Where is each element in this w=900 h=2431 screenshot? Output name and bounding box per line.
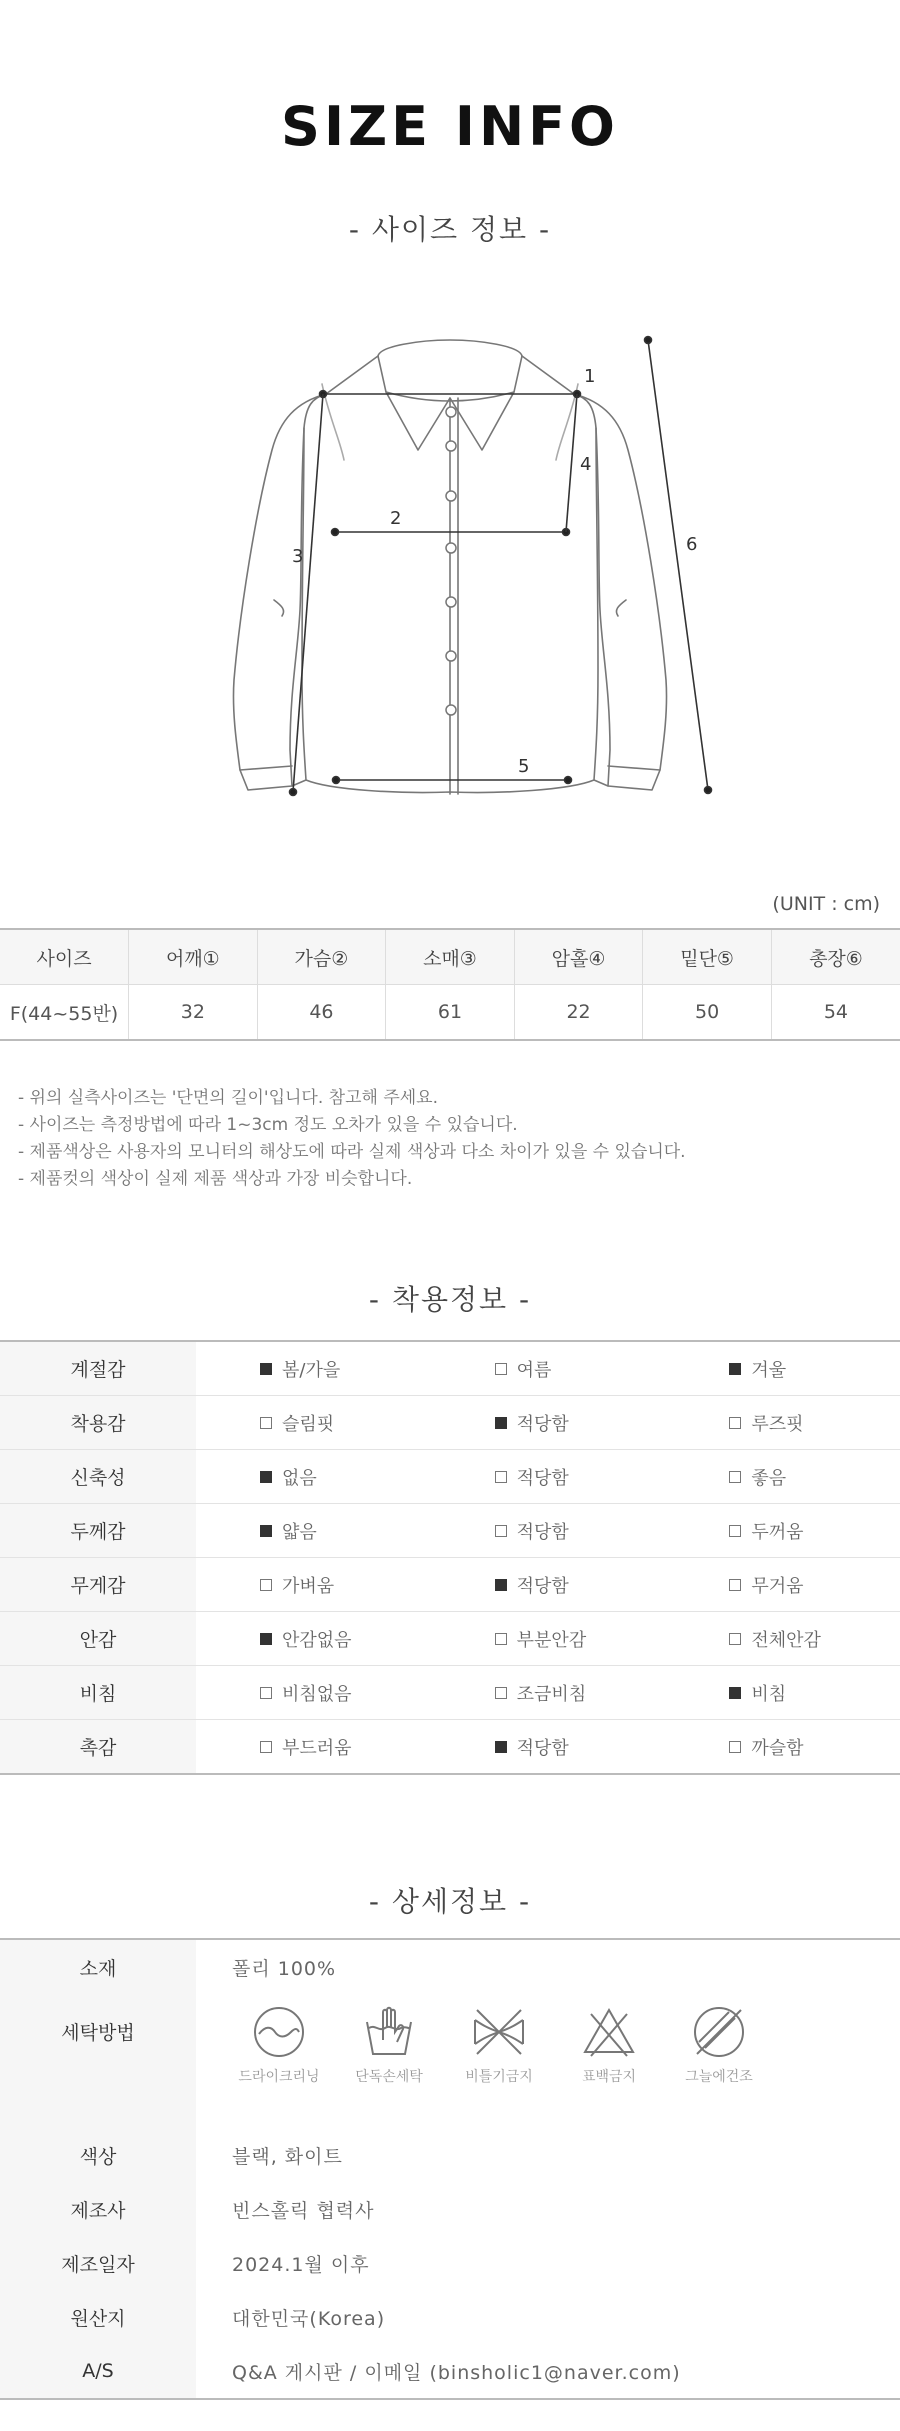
hand-wash-icon <box>361 2004 417 2060</box>
unchecked-box-icon <box>729 1633 741 1645</box>
shirt-buttons <box>446 407 456 715</box>
unchecked-box-icon <box>260 1741 272 1753</box>
fit-row <box>0 1450 900 1504</box>
size-cell: 32 <box>129 985 258 1041</box>
fit-option-label: 적당함 <box>516 1413 569 1435</box>
shirt-measurement-diagram <box>0 310 900 810</box>
detail-value: 블랙, 화이트 <box>232 2145 343 2168</box>
fit-row <box>0 1666 900 1720</box>
fit-option <box>196 1612 431 1666</box>
fit-option-label: 부분안감 <box>516 1629 587 1651</box>
fit-option-label: 적당함 <box>516 1737 569 1759</box>
fit-info-subtitle: - 착용정보 - <box>368 1283 532 1316</box>
fit-row <box>0 1396 900 1450</box>
checked-box-icon <box>495 1741 507 1753</box>
fit-row <box>0 1341 900 1396</box>
unchecked-box-icon <box>495 1633 507 1645</box>
unchecked-box-icon <box>260 1579 272 1591</box>
fit-option <box>431 1558 666 1612</box>
fit-option-label: 여름 <box>516 1359 552 1381</box>
fit-option-label: 좋음 <box>751 1467 787 1489</box>
note-item: - 제품컷의 색상이 실제 제품 색상과 가장 비슷합니다. <box>18 1169 413 1189</box>
size-table <box>0 928 900 1041</box>
detail-label: 세탁방법 <box>0 1994 196 2128</box>
checked-box-icon <box>729 1687 741 1699</box>
wash-item: 단독손세탁 <box>334 2004 444 2086</box>
label-6: 6 <box>686 534 698 555</box>
size-cell: F(44~55반) <box>0 985 129 1041</box>
detail-value: 2024.1월 이후 <box>232 2253 370 2276</box>
no-bleach-icon <box>581 2004 637 2060</box>
fit-option-label: 부드러움 <box>282 1737 352 1759</box>
unchecked-box-icon <box>729 1417 741 1429</box>
fit-option <box>665 1558 900 1612</box>
label-2: 2 <box>390 508 402 529</box>
fit-option <box>665 1504 900 1558</box>
fit-row-label: 착용감 <box>0 1396 196 1450</box>
size-cell: 22 <box>514 985 643 1041</box>
fit-row-label: 비침 <box>0 1666 196 1720</box>
header-cell: 사이즈 <box>0 929 129 985</box>
fit-row <box>0 1720 900 1775</box>
detail-label: A/S <box>0 2344 196 2399</box>
fit-option-label: 조금비침 <box>516 1683 587 1705</box>
fit-option-label: 비침없음 <box>282 1683 352 1705</box>
detail-row-wash <box>0 1994 900 2128</box>
unchecked-box-icon <box>729 1525 741 1537</box>
detail-row-as <box>0 2344 900 2399</box>
unit-label: (UNIT : cm) <box>772 893 880 915</box>
fit-option <box>196 1720 431 1775</box>
detail-label: 제조사 <box>0 2182 196 2236</box>
unchecked-box-icon <box>495 1525 507 1537</box>
fit-option <box>196 1504 431 1558</box>
label-4: 4 <box>580 454 592 475</box>
note-item: - 사이즈는 측정방법에 따라 1~3cm 정도 오차가 있을 수 있습니다. <box>18 1115 518 1135</box>
size-cell: 61 <box>386 985 515 1041</box>
fit-option <box>665 1396 900 1450</box>
length-line <box>648 340 708 790</box>
fit-option-label: 없음 <box>282 1467 317 1489</box>
fit-option <box>431 1720 666 1775</box>
wash-item: 비틀기금지 <box>444 2004 554 2086</box>
wash-item: 드라이크리닝 <box>224 2004 334 2086</box>
detail-value: 대한민국(Korea) <box>232 2307 386 2330</box>
wash-item: 그늘에건조 <box>664 2004 774 2086</box>
header-cell: 총장⑥ <box>771 929 900 985</box>
fit-option <box>431 1341 666 1396</box>
header-cell: 가슴② <box>257 929 386 985</box>
fit-option-label: 가벼움 <box>282 1575 335 1597</box>
unchecked-box-icon <box>729 1741 741 1753</box>
unchecked-box-icon <box>729 1579 741 1591</box>
fit-option <box>665 1666 900 1720</box>
fit-option <box>665 1612 900 1666</box>
size-table-header <box>0 929 900 985</box>
fit-option <box>196 1396 431 1450</box>
page-title: SIZE INFO <box>281 95 619 158</box>
fit-row-label: 계절감 <box>0 1341 196 1396</box>
fit-option-label: 적당함 <box>516 1575 569 1597</box>
unchecked-box-icon <box>260 1417 272 1429</box>
checked-box-icon <box>260 1363 272 1375</box>
header-cell: 소매③ <box>386 929 515 985</box>
unchecked-box-icon <box>495 1687 507 1699</box>
fit-option-label: 겨울 <box>751 1359 787 1381</box>
note-item: - 위의 실측사이즈는 '단면의 길이'입니다. 참고해 주세요. <box>18 1088 438 1108</box>
fit-option <box>196 1666 431 1720</box>
detail-info-table <box>0 1938 900 2400</box>
fit-option-label: 슬림핏 <box>282 1413 335 1435</box>
detail-label: 소재 <box>0 1939 196 1994</box>
note-item: - 제품색상은 사용자의 모니터의 해상도에 따라 실제 색상과 다소 차이가 있을 수 있습니다. <box>18 1142 686 1162</box>
unchecked-box-icon <box>495 1363 507 1375</box>
size-cell: 46 <box>257 985 386 1041</box>
shade-dry-icon <box>691 2004 747 2060</box>
fit-option <box>196 1450 431 1504</box>
checked-box-icon <box>260 1633 272 1645</box>
fit-option-label: 전체안감 <box>751 1629 821 1651</box>
wash-item: 표백금지 <box>554 2004 664 2086</box>
header-cell: 밑단⑤ <box>643 929 772 985</box>
fit-option <box>665 1341 900 1396</box>
fit-option <box>431 1450 666 1504</box>
checked-box-icon <box>495 1417 507 1429</box>
label-1: 1 <box>584 366 596 387</box>
fit-option-label: 봄/가을 <box>282 1359 341 1381</box>
fit-option-label: 비침 <box>751 1683 787 1705</box>
detail-value: 폴리 100% <box>232 1957 337 1980</box>
fit-row-label: 촉감 <box>0 1720 196 1775</box>
dry-clean-icon <box>251 2004 307 2060</box>
fit-option-label: 두꺼움 <box>751 1521 804 1543</box>
checked-box-icon <box>729 1363 741 1375</box>
fit-option <box>431 1612 666 1666</box>
fit-option <box>665 1450 900 1504</box>
detail-row-color <box>0 2128 900 2182</box>
detail-label: 원산지 <box>0 2290 196 2344</box>
fit-option <box>196 1341 431 1396</box>
fit-row-label: 신축성 <box>0 1450 196 1504</box>
fit-option-label: 루즈핏 <box>751 1413 804 1435</box>
size-table-row <box>0 985 900 1041</box>
fit-row <box>0 1558 900 1612</box>
fit-row-label: 두께감 <box>0 1504 196 1558</box>
detail-info-subtitle: - 상세정보 - <box>368 1885 532 1918</box>
detail-label: 색상 <box>0 2128 196 2182</box>
unchecked-box-icon <box>729 1471 741 1483</box>
detail-row-material <box>0 1939 900 1994</box>
armhole-line <box>566 394 577 532</box>
fit-option <box>196 1558 431 1612</box>
header-cell: 어깨① <box>129 929 258 985</box>
label-5: 5 <box>518 756 530 777</box>
size-cell: 54 <box>771 985 900 1041</box>
fit-option <box>665 1720 900 1775</box>
fit-option <box>431 1666 666 1720</box>
detail-row-origin <box>0 2290 900 2344</box>
wash-icons-cell <box>196 1994 900 2128</box>
left-sleeve <box>233 394 326 790</box>
checked-box-icon <box>260 1471 272 1483</box>
detail-row-date <box>0 2236 900 2290</box>
fit-option-label: 얇음 <box>282 1521 317 1543</box>
size-info-subtitle: - 사이즈 정보 - <box>348 213 552 246</box>
fit-option <box>431 1396 666 1450</box>
checked-box-icon <box>260 1525 272 1537</box>
sleeve-line <box>293 394 323 792</box>
fit-row <box>0 1504 900 1558</box>
fit-option-label: 적당함 <box>516 1521 569 1543</box>
no-wring-icon <box>471 2004 527 2060</box>
fit-row <box>0 1612 900 1666</box>
fit-option-label: 까슬함 <box>751 1737 804 1759</box>
header-cell: 암홀④ <box>514 929 643 985</box>
fit-option <box>431 1504 666 1558</box>
fit-option-label: 무거움 <box>751 1575 804 1597</box>
unchecked-box-icon <box>260 1687 272 1699</box>
size-cell: 50 <box>643 985 772 1041</box>
fit-row-label: 안감 <box>0 1612 196 1666</box>
fit-option-label: 안감없음 <box>282 1629 352 1651</box>
detail-value: 빈스홀릭 협력사 <box>232 2199 375 2222</box>
detail-row-maker <box>0 2182 900 2236</box>
fit-row-label: 무게감 <box>0 1558 196 1612</box>
collar-back <box>378 340 522 356</box>
fit-info-table <box>0 1340 900 1775</box>
fit-option-label: 적당함 <box>516 1467 569 1489</box>
detail-value: Q&A 게시판 / 이메일 (binsholic1@naver.com) <box>232 2361 681 2384</box>
label-3: 3 <box>292 546 304 567</box>
unchecked-box-icon <box>495 1471 507 1483</box>
checked-box-icon <box>495 1579 507 1591</box>
detail-label: 제조일자 <box>0 2236 196 2290</box>
size-notes <box>18 1085 686 1193</box>
